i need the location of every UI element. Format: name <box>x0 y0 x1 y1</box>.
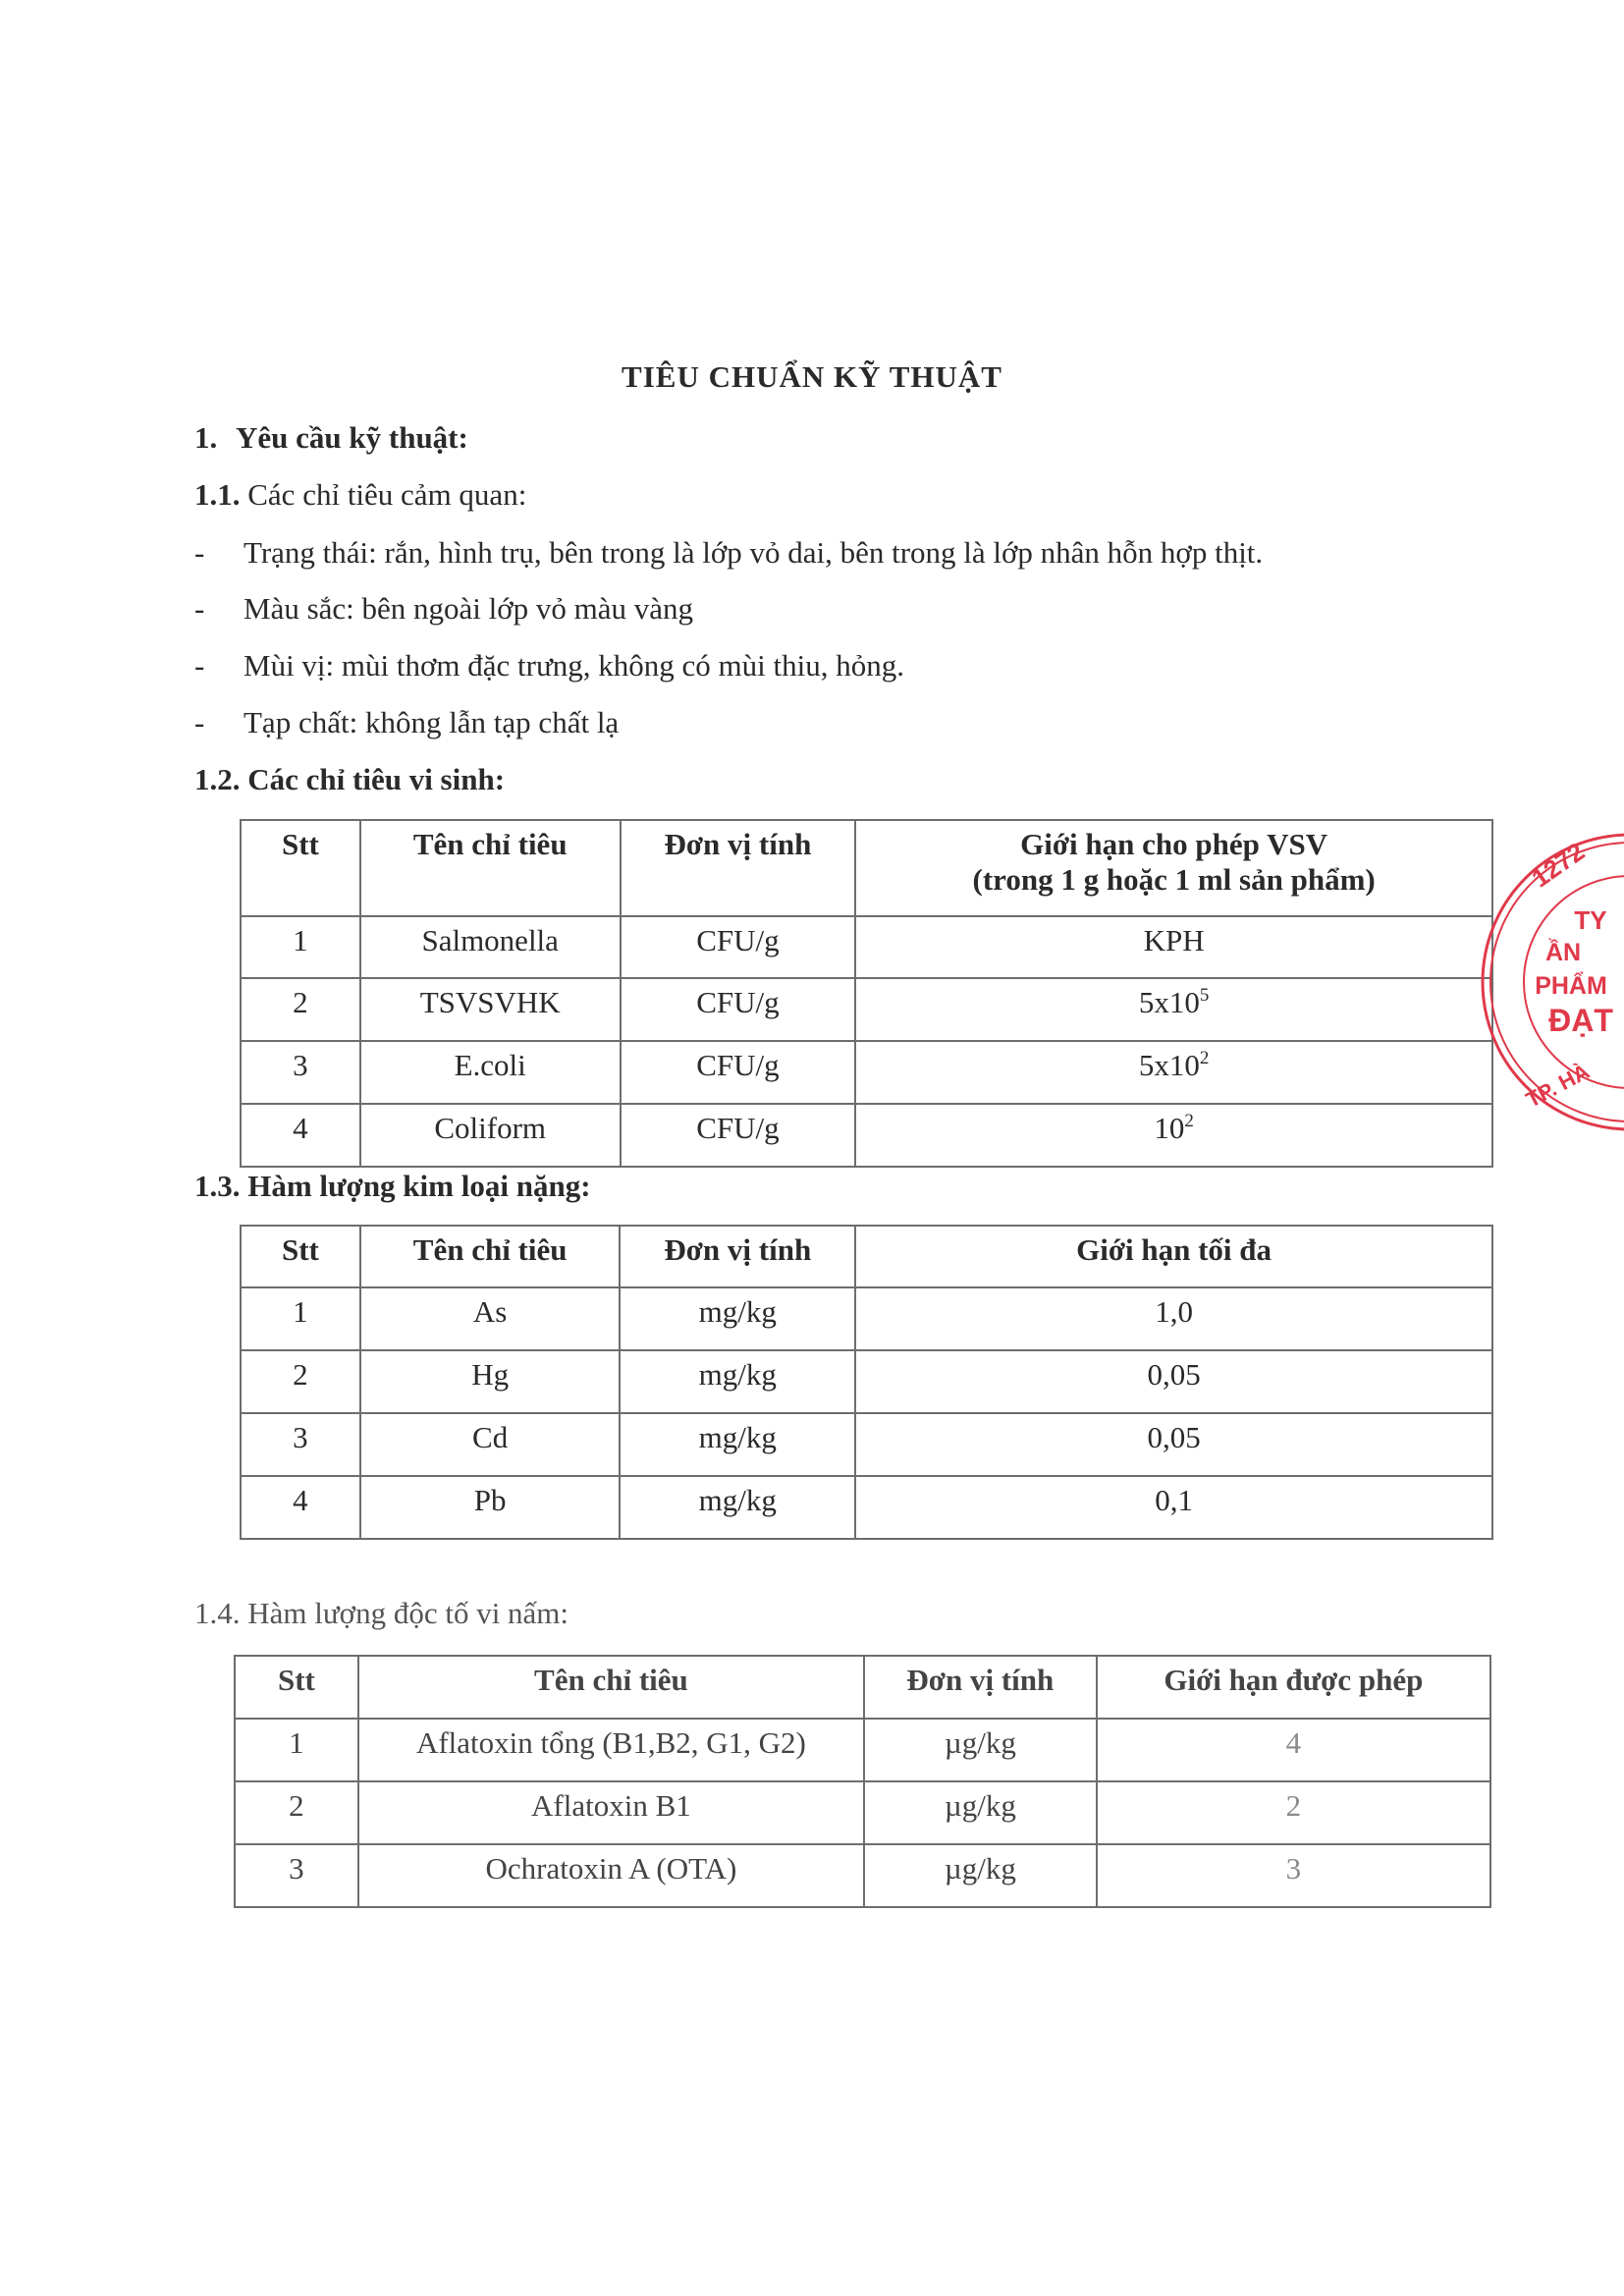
cell-name: Cd <box>360 1413 621 1476</box>
section-1-3-heading: 1.3. Hàm lượng kim loại nặng: <box>194 1169 591 1203</box>
header-stt: Stt <box>241 1226 360 1287</box>
cell-stt: 4 <box>241 1104 360 1167</box>
cell-stt: 4 <box>241 1476 360 1539</box>
table-row <box>241 1350 1492 1413</box>
table-row <box>241 1476 1492 1539</box>
cell-unit: µg/kg <box>864 1781 1097 1844</box>
section-1-2-heading: 1.2. Các chỉ tiêu vi sinh: <box>194 762 506 796</box>
cell-stt: 2 <box>241 1350 360 1413</box>
cell-name: Ochratoxin A (OTA) <box>358 1844 864 1907</box>
cell-stt: 3 <box>241 1413 360 1476</box>
cell-stt: 3 <box>241 1041 360 1104</box>
cell-limit: 0,05 <box>855 1413 1492 1476</box>
sensory-item-text: Trạng thái: rắn, hình trụ, bên trong là lớp vỏ dai, bên trong là lớp nhân hỗn hợp thịt. <box>244 535 1264 570</box>
sensory-item-text: Màu sắc: bên ngoài lớp vỏ màu vàng <box>244 591 694 626</box>
cell-stt: 1 <box>241 916 360 978</box>
header-unit: Đơn vị tính <box>621 820 856 916</box>
cell-unit: CFU/g <box>621 1104 856 1167</box>
header-limit: Giới hạn tối đa <box>855 1226 1492 1287</box>
cell-unit: CFU/g <box>621 916 856 978</box>
cell-stt: 2 <box>235 1781 358 1844</box>
header-name: Tên chỉ tiêu <box>360 820 621 916</box>
microbiology-table <box>240 819 1493 1168</box>
section-1-1-number: 1.1. <box>194 477 241 512</box>
cell-unit: mg/kg <box>620 1350 855 1413</box>
table-row <box>235 1781 1490 1844</box>
limit-base: 5x10 <box>1138 985 1200 1019</box>
page-title: TIÊU CHUẨN KỸ THUẬT <box>622 359 1002 394</box>
cell-stt: 3 <box>235 1844 358 1907</box>
cell-name: Pb <box>360 1476 621 1539</box>
limit-base: KPH <box>1143 923 1205 957</box>
header-limit-line2: (trong 1 g hoặc 1 ml sản phẩm) <box>972 862 1376 897</box>
table-header-row <box>241 820 1492 916</box>
sensory-item-taste <box>194 648 904 683</box>
cell-unit: mg/kg <box>620 1413 855 1476</box>
cell-stt: 2 <box>241 978 360 1041</box>
header-stt: Stt <box>241 820 360 916</box>
seal-text-pham: PHẨM <box>1535 972 1607 1000</box>
cell-name: Coliform <box>360 1104 621 1167</box>
header-stt: Stt <box>235 1656 358 1719</box>
bullet-dash: - <box>194 535 205 570</box>
cell-limit <box>855 916 1492 978</box>
seal-text-an: ẦN <box>1544 939 1582 966</box>
header-unit: Đơn vị tính <box>620 1226 855 1287</box>
cell-limit: 3 <box>1097 1844 1490 1907</box>
table-row <box>241 1287 1492 1350</box>
sensory-item-text: Mùi vị: mùi thơm đặc trưng, không có mùi thiu, hỏng. <box>244 648 904 683</box>
limit-exponent: 2 <box>1199 1048 1210 1068</box>
cell-unit: µg/kg <box>864 1719 1097 1781</box>
bullet-dash: - <box>194 591 205 626</box>
cell-unit: mg/kg <box>620 1287 855 1350</box>
section-1-1-label: Các chỉ tiêu cảm quan: <box>247 477 527 512</box>
cell-name: Aflatoxin B1 <box>358 1781 864 1844</box>
cell-limit: 4 <box>1097 1719 1490 1781</box>
table-row <box>241 978 1492 1041</box>
limit-base: 5x10 <box>1138 1048 1200 1082</box>
header-name: Tên chỉ tiêu <box>360 1226 621 1287</box>
cell-limit: 1,0 <box>855 1287 1492 1350</box>
cell-limit <box>855 1041 1492 1104</box>
mycotoxin-table <box>234 1655 1491 1908</box>
table-row <box>235 1719 1490 1781</box>
cell-unit: CFU/g <box>621 1041 856 1104</box>
cell-limit <box>855 978 1492 1041</box>
cell-name: E.coli <box>360 1041 621 1104</box>
heavy-metal-table <box>240 1225 1493 1540</box>
cell-stt: 1 <box>235 1719 358 1781</box>
section-1-4-heading: 1.4. Hàm lượng độc tố vi nấm: <box>194 1596 569 1630</box>
limit-exponent: 2 <box>1184 1111 1194 1131</box>
cell-name: Salmonella <box>360 916 621 978</box>
section-1-label: Yêu cầu kỹ thuật: <box>236 420 468 455</box>
section-1-1-heading <box>194 477 526 513</box>
bullet-dash: - <box>194 705 205 739</box>
seal-text-city: TP. HÀ <box>1522 1059 1594 1113</box>
seal-text-number: 1272 <box>1526 836 1591 894</box>
sensory-item-state <box>194 535 1263 571</box>
section-1-number: 1. <box>194 420 218 455</box>
cell-name: Aflatoxin tổng (B1,B2, G1, G2) <box>358 1719 864 1781</box>
table-row <box>241 1041 1492 1104</box>
header-name: Tên chỉ tiêu <box>358 1656 864 1719</box>
seal-text-dat: ĐẠT <box>1548 1003 1613 1038</box>
cell-limit: 2 <box>1097 1781 1490 1844</box>
cell-limit <box>855 1104 1492 1167</box>
table-row <box>241 916 1492 978</box>
table-row <box>241 1104 1492 1167</box>
table-header-row <box>241 1226 1492 1287</box>
table-row <box>235 1844 1490 1907</box>
company-seal <box>1473 825 1624 1139</box>
header-unit: Đơn vị tính <box>864 1656 1097 1719</box>
limit-exponent: 5 <box>1199 985 1210 1006</box>
header-limit-line1: Giới hạn cho phép VSV <box>1020 827 1328 861</box>
limit-base: 10 <box>1154 1111 1185 1145</box>
header-limit <box>855 820 1492 916</box>
cell-name: As <box>360 1287 621 1350</box>
cell-unit: CFU/g <box>621 978 856 1041</box>
section-1-heading <box>194 420 468 456</box>
cell-name: TSVSVHK <box>360 978 621 1041</box>
cell-stt: 1 <box>241 1287 360 1350</box>
seal-text-ty: TY <box>1574 905 1607 935</box>
cell-unit: µg/kg <box>864 1844 1097 1907</box>
sensory-item-text: Tạp chất: không lẫn tạp chất lạ <box>244 705 620 739</box>
cell-name: Hg <box>360 1350 621 1413</box>
header-limit: Giới hạn được phép <box>1097 1656 1490 1719</box>
cell-unit: mg/kg <box>620 1476 855 1539</box>
sensory-item-color <box>194 591 693 627</box>
cell-limit: 0,05 <box>855 1350 1492 1413</box>
table-header-row <box>235 1656 1490 1719</box>
sensory-item-impurity <box>194 705 619 740</box>
table-row <box>241 1413 1492 1476</box>
bullet-dash: - <box>194 648 205 683</box>
cell-limit: 0,1 <box>855 1476 1492 1539</box>
